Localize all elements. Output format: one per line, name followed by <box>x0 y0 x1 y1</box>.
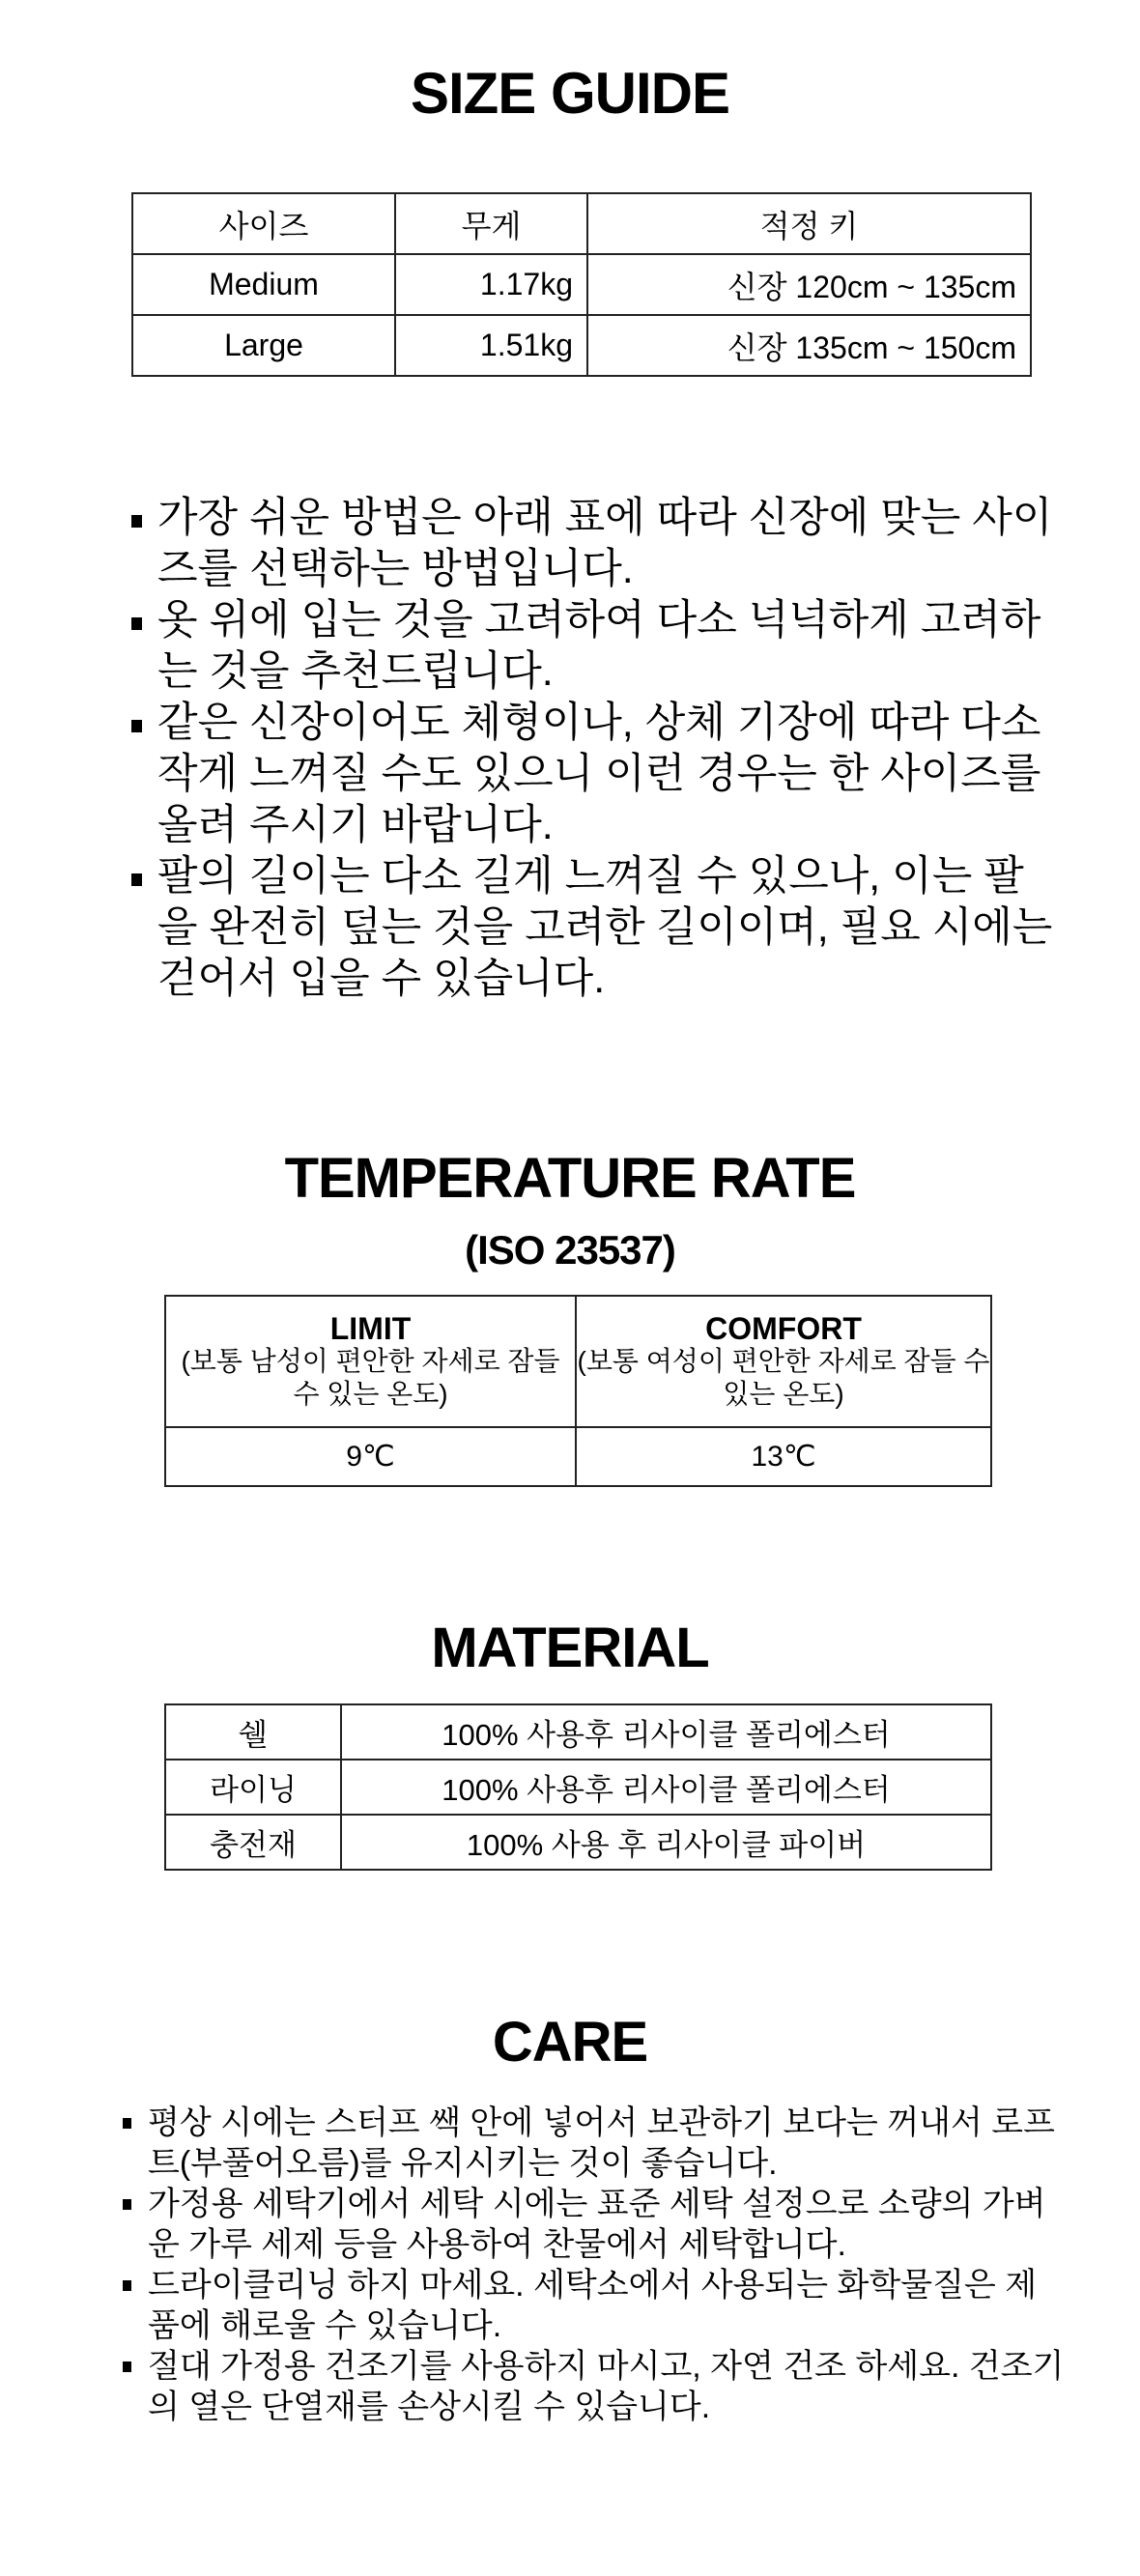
list-item: 평상 시에는 스터프 쌕 안에 넣어서 보관하기 보다는 꺼내서 로프트(부풀어오름)를 유지시키는 것이 좋습니다. <box>118 2103 1065 2184</box>
list-item: 옷 위에 입는 것을 고려하여 다소 넉넉하게 고려하는 것을 추천드립니다. <box>131 595 1059 698</box>
list-item: 드라이클리닝 하지 마세요. 세탁소에서 사용되는 화학물질은 제품에 해로울 수 있습니다. <box>118 2265 1065 2346</box>
material-part: 라이닝 <box>165 1760 341 1815</box>
list-item: 가정용 세탁기에서 세탁 시에는 표준 세탁 설정으로 소량의 가벼운 가루 세제 등을 사용하여 찬물에서 세탁합니다. <box>118 2184 1065 2265</box>
table-row <box>165 1760 991 1815</box>
table-row <box>132 254 1031 315</box>
weight-cell: 1.51kg <box>395 315 587 376</box>
list-item: 가장 쉬운 방법은 아래 표에 따라 신장에 맞는 사이즈를 선택하는 방법입니다. <box>131 493 1059 595</box>
table-header-row <box>132 193 1031 254</box>
limit-value: 9℃ <box>165 1427 576 1486</box>
header-height: 적정 키 <box>587 193 1031 254</box>
table-row <box>132 315 1031 376</box>
size-cell: Large <box>132 315 395 376</box>
material-value: 100% 사용후 리사이클 폴리에스터 <box>341 1704 991 1760</box>
list-item: 절대 가정용 건조기를 사용하지 마시고, 자연 건조 하세요. 건조기의 열은 단열재를 손상시킬 수 있습니다. <box>118 2346 1065 2427</box>
table-header-row <box>165 1296 991 1427</box>
material-value: 100% 사용후 리사이클 폴리에스터 <box>341 1760 991 1815</box>
size-guide-title: SIZE GUIDE <box>410 61 730 126</box>
size-table <box>131 192 1032 377</box>
weight-cell: 1.17kg <box>395 254 587 315</box>
height-cell: 신장 120cm ~ 135cm <box>587 254 1031 315</box>
material-title: MATERIAL <box>431 1617 709 1679</box>
list-item: 같은 신장이어도 체형이나, 상체 기장에 따라 다소 작게 느껴질 수도 있으니 이런 경우는 한 사이즈를 올려 주시기 바랍니다. <box>131 698 1059 851</box>
temperature-subtitle: (ISO 23537) <box>465 1227 675 1273</box>
care-list <box>118 2103 1065 2427</box>
material-part: 충전재 <box>165 1815 341 1870</box>
comfort-label: COMFORT <box>705 1311 862 1346</box>
temperature-title: TEMPERATURE RATE <box>284 1147 856 1210</box>
list-item: 팔의 길이는 다소 길게 느껴질 수 있으나, 이는 팔을 완전히 덮는 것을 고려한 길이이며, 필요 시에는 걷어서 입을 수 있습니다. <box>131 851 1059 1005</box>
height-cell: 신장 135cm ~ 150cm <box>587 315 1031 376</box>
limit-desc: (보통 남성이 편안한 자세로 잠들 수 있는 온도) <box>181 1346 560 1409</box>
material-value: 100% 사용 후 리사이클 파이버 <box>341 1815 991 1870</box>
size-cell: Medium <box>132 254 395 315</box>
header-size: 사이즈 <box>132 193 395 254</box>
table-row <box>165 1427 991 1486</box>
limit-label: LIMIT <box>329 1311 412 1346</box>
comfort-header <box>576 1296 991 1427</box>
temperature-table <box>164 1295 992 1487</box>
comfort-desc: (보통 여성이 편안한 자세로 잠들 수 있는 온도) <box>577 1346 990 1409</box>
limit-header <box>165 1296 576 1427</box>
table-row <box>165 1815 991 1870</box>
comfort-value: 13℃ <box>576 1427 991 1486</box>
size-notes-list <box>131 493 1059 1005</box>
care-title: CARE <box>492 2011 648 2074</box>
material-table <box>164 1703 992 1871</box>
table-row <box>165 1704 991 1760</box>
material-part: 쉘 <box>165 1704 341 1760</box>
header-weight: 무게 <box>395 193 587 254</box>
